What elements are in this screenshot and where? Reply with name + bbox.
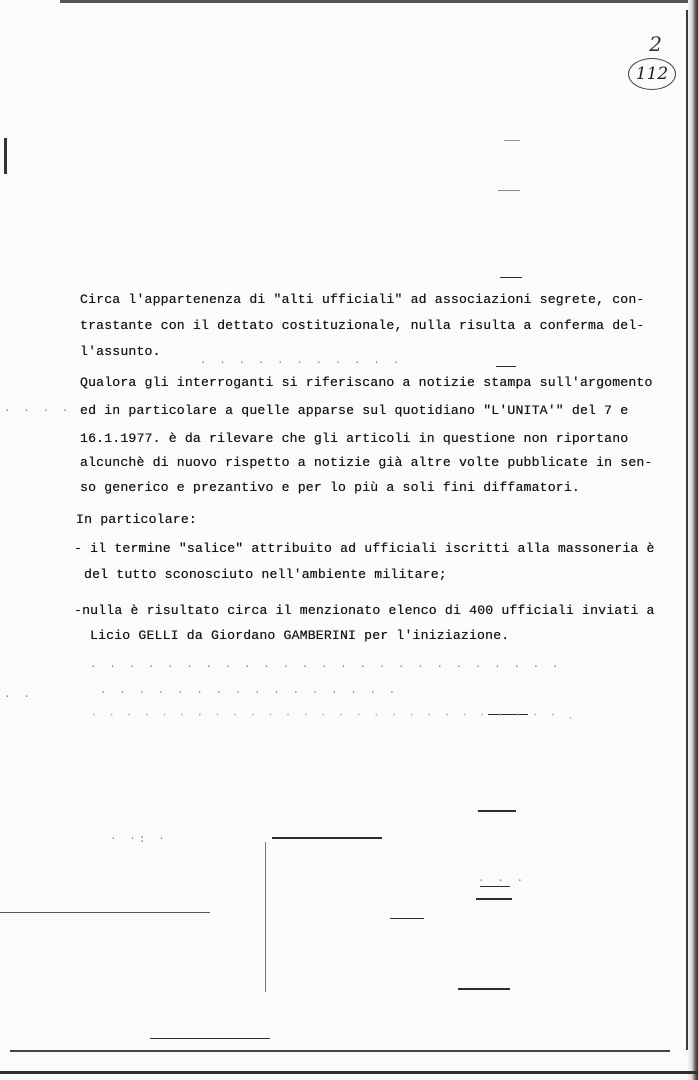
bullet2-line2: Licio GELLI da Giordano GAMBERINI per l'iniziazione.: [90, 628, 510, 643]
scan-noise-dots: · · ·: [478, 874, 527, 887]
scan-noise-dots: · ·: ·: [110, 832, 168, 845]
bullet1-line1: - il termine "salice" attribuito ad ufficiali iscritti alla massoneria è: [74, 541, 655, 556]
scan-noise-mark: [458, 988, 510, 990]
scan-noise-mark: [476, 898, 512, 900]
scan-noise-dots: · · · · · · · · · · · · · · · ·: [100, 686, 399, 699]
paragraph2-line1: Qualora gli interroganti si riferiscano a notizie stampa sull'argomento: [80, 375, 653, 390]
paragraph1-line2: trastante con il dettato costituzionale, nulla risulta a conferma del-: [80, 318, 645, 333]
scan-noise-mark: [272, 837, 382, 839]
scan-noise-dots: · · · · · · · · · · ·: [200, 356, 403, 369]
page-stamp-circled-number: 112: [628, 58, 676, 90]
scan-noise-dots: · · · · · · · · · · · · · · · · · · · · · · · · ·: [90, 660, 562, 673]
paragraph2-line5: so generico e prezantivo e per lo più a soli fini diffamatori.: [80, 480, 580, 495]
page-number: 2: [649, 32, 662, 56]
scan-noise-mark: [478, 810, 516, 812]
paragraph1-line1: Circa l'appartenenza di "alti ufficiali" ad associazioni segrete, con-: [80, 292, 645, 307]
scan-bottom-line: [10, 1050, 670, 1052]
scan-bleed-through: · · · · · · · · · · · · · · · · · · · · · · · · · · · .: [90, 708, 576, 723]
scan-right-edge: [688, 0, 698, 1080]
in-particolare-heading: In particolare:: [76, 512, 197, 527]
scan-noise-mark: [498, 190, 520, 191]
scan-noise-mark: [500, 277, 522, 278]
scan-noise-mark: [504, 140, 520, 141]
paragraph2-line4: alcunchè di nuovo rispetto a notizie già altre volte pubblicate in sen-: [80, 455, 653, 470]
scan-noise-mark: [390, 918, 424, 919]
paragraph2-line3: 16.1.1977. è da rilevare che gli articoli in questione non riportano: [80, 431, 629, 446]
scan-noise-dots: · ·: [4, 690, 33, 703]
scan-noise-mark: [265, 842, 266, 992]
scan-top-edge: [60, 0, 690, 3]
scan-noise-dots: · · · ·: [4, 404, 72, 417]
scan-bottom-edge: [0, 1071, 698, 1074]
bullet1-line2: del tutto sconosciuto nell'ambiente militare;: [84, 567, 447, 582]
scan-right-border-line: [686, 10, 688, 1050]
paragraph1-line3: l'assunto.: [80, 344, 161, 359]
paragraph2-line2: ed in particolare a quelle apparse sul quotidiano "L'UNITA'" del 7 e: [80, 403, 629, 418]
left-margin-mark: [4, 138, 7, 174]
scan-noise-mark: [0, 912, 210, 913]
bullet2-line1: -nulla è risultato circa il menzionato elenco di 400 ufficiali inviati a: [74, 603, 655, 618]
scan-noise-mark: [496, 366, 516, 367]
scan-noise-mark: [150, 1038, 270, 1039]
